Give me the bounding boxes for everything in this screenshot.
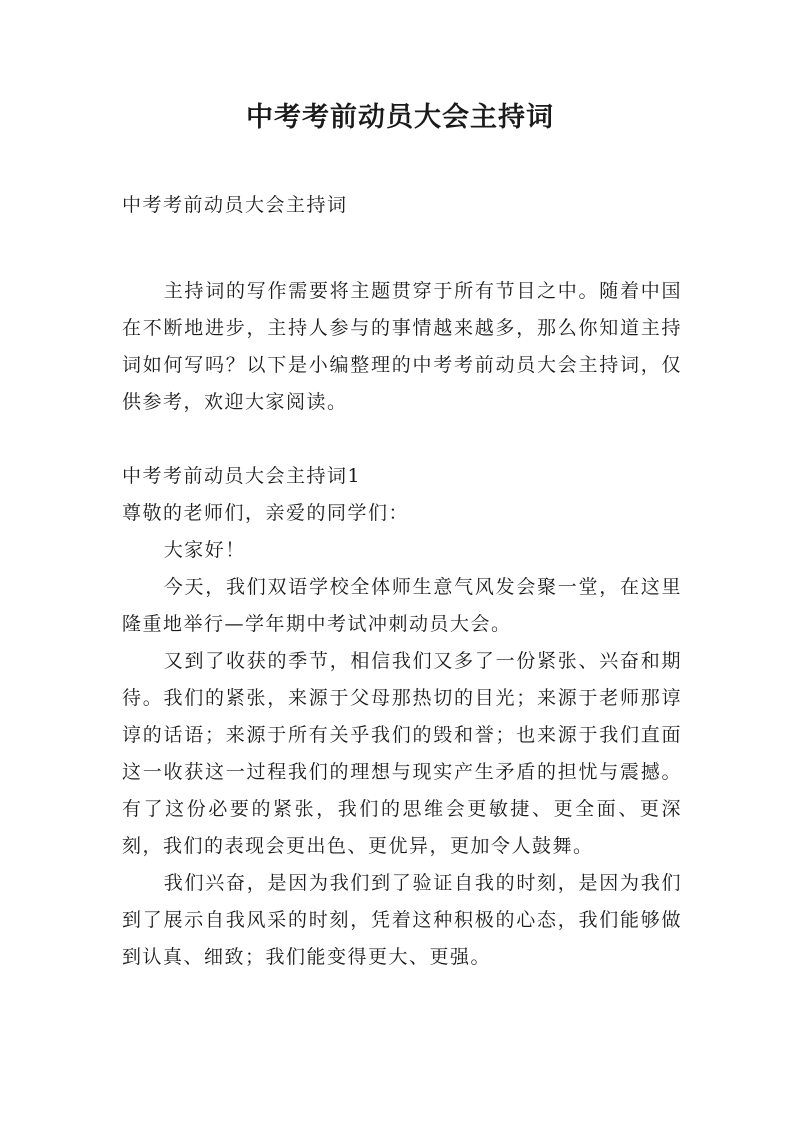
body-paragraph: 今天，我们双语学校全体师生意气风发会聚一堂，在这里隆重地举行—学年期中考试冲刺动员大会。 [122,576,682,635]
document-title: 中考考前动员大会主持词 [246,102,554,133]
document-body [122,187,682,976]
body-paragraph: 我们兴奋，是因为我们到了验证自我的时刻，是因为我们到了展示自我风采的时刻，凭着这种积极的心态，我们能够做到认真、细致；我们能变得更大、更强。 [122,872,682,968]
intro-paragraph: 主持词的写作需要将主题贯穿于所有节目之中。随着中国在不断地进步，主持人参与的事情越来越多，那么你知道主持词如何写吗？以下是小编整理的中考考前动员大会主持词，仅供参考，欢迎大家阅读。 [122,280,682,413]
section-heading: 中考考前动员大会主持词1 [122,465,362,487]
document-subtitle: 中考考前动员大会主持词 [122,194,348,216]
spacer [122,421,682,458]
greeting: 大家好！ [163,539,246,561]
body-paragraph: 又到了收获的季节，相信我们又多了一份紧张、兴奋和期待。我们的紧张，来源于父母那热切的目光；来源于老师那谆谆的话语；来源于所有关乎我们的毁和誉；也来源于我们直面这一收获这一过程我们的理想与现实产生矛盾的担忧与震撼。有了这份必要的紧张，我们的思维会更敏捷、更全面、更深刻，我们的表现会更出色、更优异，更加令人鼓舞。 [122,650,682,857]
spacer [122,224,682,273]
salutation: 尊敬的老师们，亲爱的同学们： [122,502,410,524]
